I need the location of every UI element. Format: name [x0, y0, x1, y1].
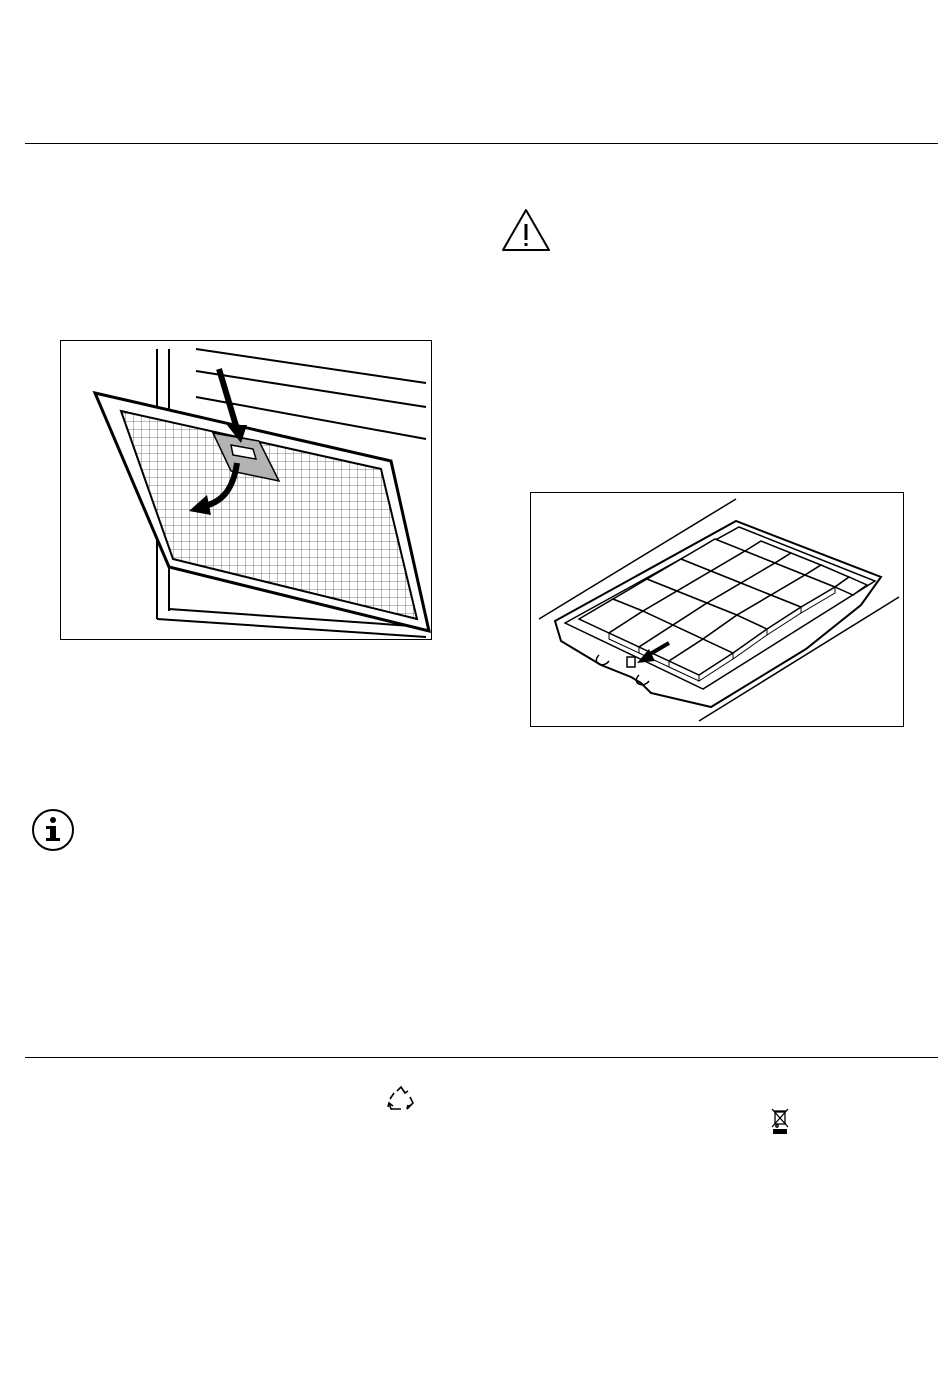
warning-triangle-icon [500, 207, 552, 253]
charcoal-filter-figure [530, 492, 904, 727]
bottom-divider [25, 1057, 938, 1058]
tray-clip [627, 657, 635, 667]
recycling-icon [386, 1085, 416, 1113]
information-icon [31, 808, 75, 852]
top-divider [25, 143, 938, 144]
grease-filter-figure [60, 340, 432, 640]
crossed-out-wheelie-bin-icon [770, 1107, 790, 1135]
